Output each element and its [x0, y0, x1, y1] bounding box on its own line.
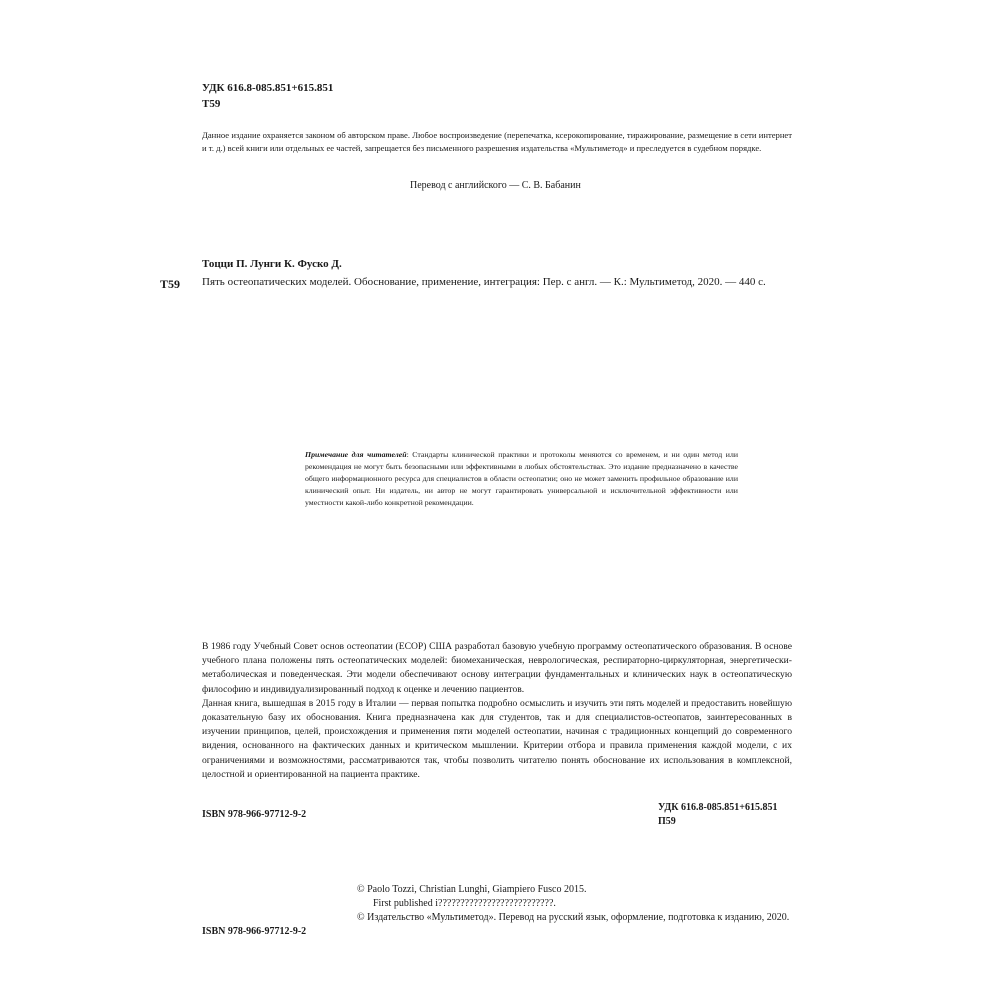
udk-code: УДК 616.8-085.851+615.851 [202, 82, 334, 94]
rights-line-publisher: © Издательство «Мультиметод». Перевод на русский язык, оформление, подготовка к изданию, 2020. [357, 912, 790, 923]
author-mark: Т59 [160, 277, 181, 291]
udk-header [202, 80, 333, 112]
isbn-bottom: ISBN 978-966-97712-9-2 [202, 926, 307, 937]
udk-middle [658, 801, 778, 829]
translation-credit: Перевод с английского — С. В. Бабанин [410, 180, 581, 191]
reader-note-label: Примечание для читателей [305, 450, 407, 459]
rights-line-original: © Paolo Tozzi, Christian Lunghi, Giampiero Fusco 2015. [357, 884, 587, 895]
isbn-middle: ISBN 978-966-97712-9-2 [202, 809, 307, 820]
reader-note [305, 449, 738, 509]
authors-line: Тоцци П. Лунги К. Фуско Д. [202, 258, 342, 270]
rights-line-first-published: First published i??????????????????????????. [373, 898, 556, 909]
reader-note-text: : Стандарты клинической практики и протоколы меняются со временем, и ни один метод или рекомендация не могут быть безопасными или эффективными в любых обстоятельствах. Это издание предназначено в качестве общего информационного ресурса для специалистов в области остеопатии; оно не может заменить профильное образование или клинический опыт. Ни издатель, ни автор не могут гарантировать универсальной и исключительной эффективности или уместности какой-либо конкретной рекомендации. [305, 450, 739, 507]
abstract [202, 640, 792, 782]
bbk-middle-code: П59 [658, 816, 676, 827]
abstract-paragraph-2: Данная книга, вышедшая в 2015 году в Италии — первая попытка подробно осмыслить и изучить эти пять моделей и предоставить новейшую доказательную базу их обоснования. Книга предназначена как для студентов, так и для специалистов-остеопатов, заинтересованных в изучении принципов, целей, происхождения и применения пяти моделей остеопатии, начиная с традиционных концепций до современного видения, основанного на фактических данных и критическом мышлении. Критерии отбора и правила применения каждой модели, с их ограничениями и возможностями, рассматриваются так, чтобы позволить читателю понять обоснование их использования в комплексной, целостной и ориентированной на пациента практике. [202, 697, 792, 780]
abstract-paragraph-1: В 1986 году Учебный Совет основ остеопатии (ECOP) США разработал базовую учебную программу остеопатического образования. В основе учебного плана положены пять остеопатических моделей: биомеханическая, неврологическая, респираторно-циркуляторная, энергетически-метаболическая и поведенческая. Эти модели обеспечивают основу интеграции фундаментальных и клинических наук в остеопатическую философию и индивидуализированный подход к оценке и лечению пациентов. [202, 641, 792, 695]
udk-middle-code: УДК 616.8-085.851+615.851 [658, 802, 778, 813]
bbk-code: Т59 [202, 98, 221, 110]
rights-block [357, 883, 789, 925]
copyright-notice: Данное издание охраняется законом об авторском праве. Любое воспроизведение (перепечатка, ксерокопирование, тиражирование, размещение в сети интернет и т. д.) всей книги или отдельных ее частей, запрещается без письменного разрешения издательства «Мультиметод» и преследуется в судебном порядке. [202, 130, 792, 153]
bibliographic-description: Пять остеопатических моделей. Обоснование, применение, интеграция: Пер. с англ. — К.: Мультиметод, 2020. — 440 с. [202, 276, 766, 288]
